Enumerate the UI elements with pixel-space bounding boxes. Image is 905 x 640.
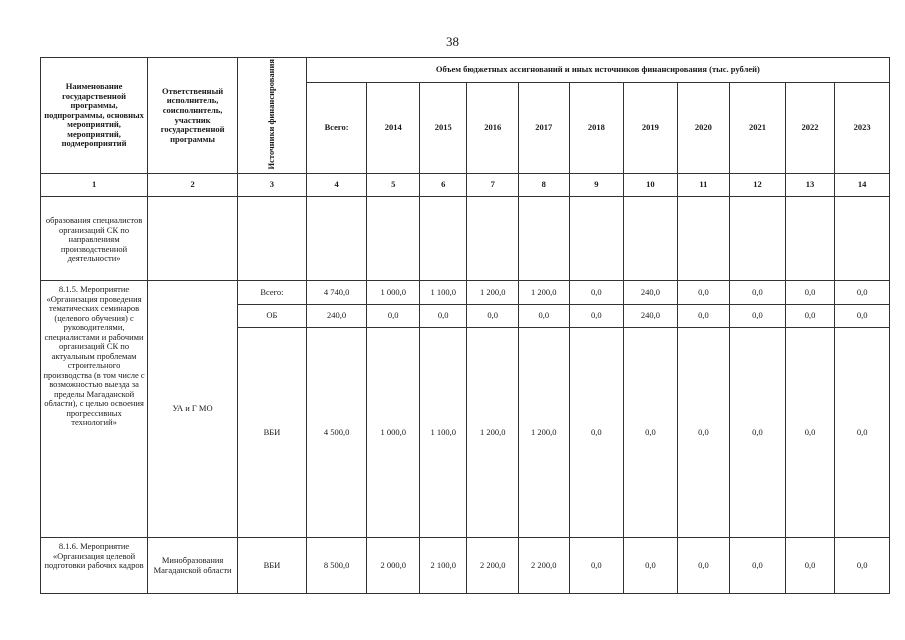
value-cell: 240,0	[306, 305, 367, 328]
value-cell: 0,0	[677, 281, 730, 305]
value-cell: 240,0	[624, 305, 678, 328]
value-cell: 2 200,0	[467, 538, 519, 594]
value-cell: 1 200,0	[467, 281, 519, 305]
item-816-name: 8.1.6. Мероприятие «Организация целевой подготовки рабочих кадров	[41, 538, 148, 594]
source-cell: Всего:	[238, 281, 307, 305]
empty-cell	[519, 197, 570, 281]
value-cell: 0,0	[835, 281, 890, 305]
value-cell: 2 200,0	[519, 538, 570, 594]
value-cell: 0,0	[835, 538, 890, 594]
empty-cell	[467, 197, 519, 281]
item-815-name: 8.1.5. Мероприятие «Организация проведения тематических семинаров (целевого обучения) с руководителями, специалистами и рабочими организаций СК по актуальным проблемам строительного производства (в том числе с возможностью выезда за пределы Магаданской области), с целью освоения прогрессивных технологий»	[41, 281, 148, 538]
column-number: 4	[306, 174, 367, 197]
value-cell: 1 200,0	[519, 328, 570, 538]
value-cell: 0,0	[624, 538, 678, 594]
value-cell: 1 100,0	[419, 281, 467, 305]
table-row-815-total	[41, 281, 890, 305]
header-year: 2016	[467, 82, 519, 173]
source-cell: ВБИ	[238, 328, 307, 538]
empty-cell	[730, 197, 786, 281]
column-number: 13	[785, 174, 835, 197]
value-cell: 0,0	[677, 538, 730, 594]
value-cell: 0,0	[569, 328, 624, 538]
header-year: 2018	[569, 82, 624, 173]
header-year: 2014	[367, 82, 420, 173]
value-cell: 0,0	[419, 305, 467, 328]
value-cell: 0,0	[730, 328, 786, 538]
empty-cell	[419, 197, 467, 281]
value-cell: 0,0	[785, 281, 835, 305]
empty-cell	[238, 197, 307, 281]
empty-cell	[677, 197, 730, 281]
value-cell: 0,0	[677, 328, 730, 538]
column-number: 5	[367, 174, 420, 197]
value-cell: 0,0	[467, 305, 519, 328]
value-cell: 1 100,0	[419, 328, 467, 538]
header-total: Всего:	[306, 82, 367, 173]
column-number: 1	[41, 174, 148, 197]
continued-name-cell: образования специалистов организаций СК по направлениям производственной деятельности»	[41, 197, 148, 281]
table-row-continued	[41, 197, 890, 281]
item-816-responsible: Минобразования Магаданской области	[148, 538, 238, 594]
header-name-column: Наименование государственной программы, подпрограммы, основных мероприятий, мероприятий, подмероприятий	[41, 58, 148, 174]
value-cell: 0,0	[367, 305, 420, 328]
value-cell: 4 500,0	[306, 328, 367, 538]
budget-table	[40, 57, 890, 594]
value-cell: 1 000,0	[367, 281, 420, 305]
empty-cell	[569, 197, 624, 281]
value-cell: 0,0	[785, 328, 835, 538]
value-cell: 0,0	[730, 538, 786, 594]
header-year: 2017	[519, 82, 570, 173]
column-number: 9	[569, 174, 624, 197]
column-number: 11	[677, 174, 730, 197]
column-number: 14	[835, 174, 890, 197]
header-year: 2021	[730, 82, 786, 173]
value-cell: 0,0	[569, 538, 624, 594]
value-cell: 1 200,0	[467, 328, 519, 538]
header-responsible-column: Ответственный исполнитель, соисполнитель, участник государственной программы	[148, 58, 238, 174]
column-number: 6	[419, 174, 467, 197]
value-cell: 0,0	[835, 328, 890, 538]
source-cell: ВБИ	[238, 538, 307, 594]
column-number: 7	[467, 174, 519, 197]
value-cell: 0,0	[569, 305, 624, 328]
value-cell: 4 740,0	[306, 281, 367, 305]
value-cell: 0,0	[785, 538, 835, 594]
value-cell: 2 000,0	[367, 538, 420, 594]
empty-cell	[624, 197, 678, 281]
value-cell: 240,0	[624, 281, 678, 305]
source-cell: ОБ	[238, 305, 307, 328]
value-cell: 0,0	[730, 281, 786, 305]
value-cell: 0,0	[677, 305, 730, 328]
value-cell: 0,0	[835, 305, 890, 328]
value-cell: 2 100,0	[419, 538, 467, 594]
column-number: 2	[148, 174, 238, 197]
value-cell: 0,0	[785, 305, 835, 328]
header-year: 2015	[419, 82, 467, 173]
value-cell: 1 200,0	[519, 281, 570, 305]
value-cell: 0,0	[519, 305, 570, 328]
column-number: 8	[519, 174, 570, 197]
value-cell: 0,0	[624, 328, 678, 538]
header-sources-column	[238, 58, 307, 174]
value-cell: 1 000,0	[367, 328, 420, 538]
header-sources-label: Источники финансирования	[266, 59, 277, 170]
empty-cell	[148, 197, 238, 281]
empty-cell	[306, 197, 367, 281]
value-cell: 0,0	[569, 281, 624, 305]
table-row-816-vbi	[41, 538, 890, 594]
column-number: 12	[730, 174, 786, 197]
column-number-row	[41, 174, 890, 197]
header-budget-group: Объем бюджетных ассигнований и иных источников финансирования (тыс. рублей)	[306, 58, 889, 83]
header-year: 2022	[785, 82, 835, 173]
header-year: 2023	[835, 82, 890, 173]
header-year: 2020	[677, 82, 730, 173]
page-number: 38	[446, 34, 459, 49]
column-number: 3	[238, 174, 307, 197]
column-number: 10	[624, 174, 678, 197]
value-cell: 0,0	[730, 305, 786, 328]
empty-cell	[367, 197, 420, 281]
value-cell: 8 500,0	[306, 538, 367, 594]
header-year: 2019	[624, 82, 678, 173]
item-815-responsible: УА и Г МО	[148, 281, 238, 538]
empty-cell	[835, 197, 890, 281]
empty-cell	[785, 197, 835, 281]
